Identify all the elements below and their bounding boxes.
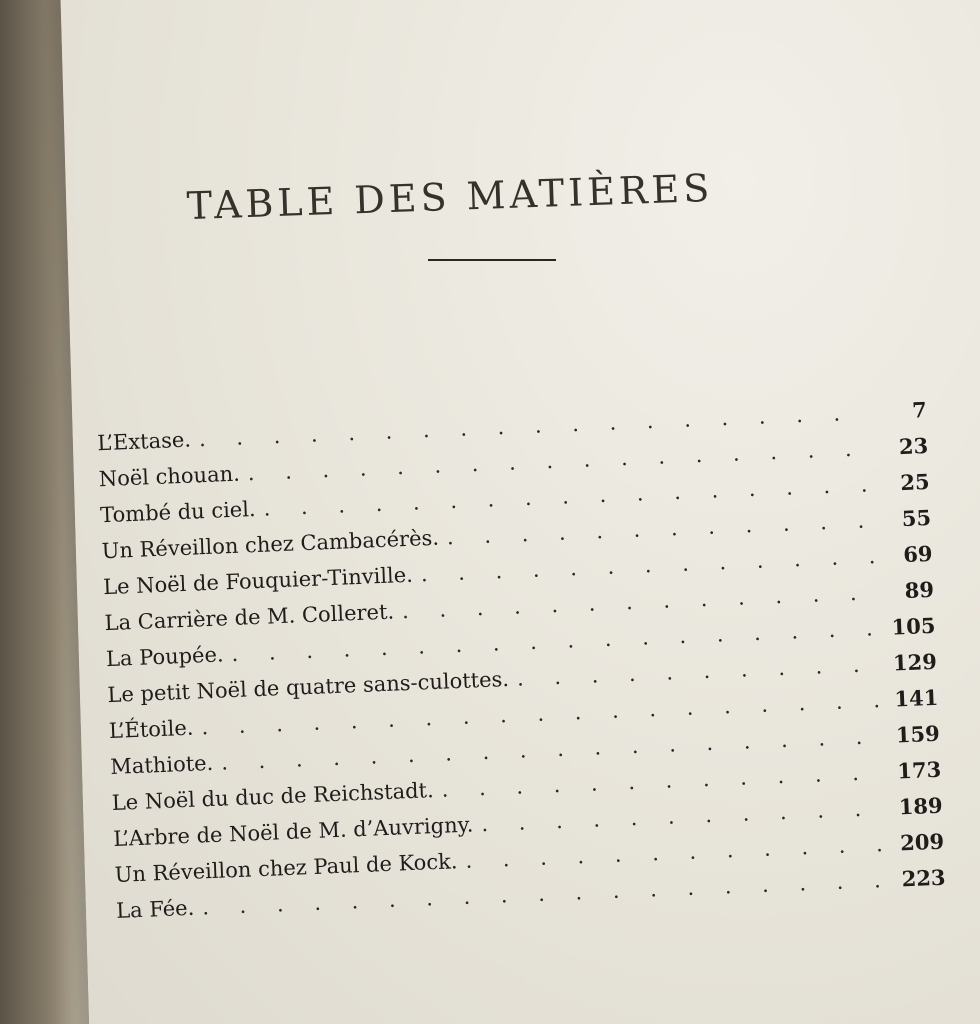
toc-entry-page: 7 <box>911 396 928 423</box>
toc-entry-page: 173 <box>896 756 942 784</box>
toc-entry-page: 159 <box>895 720 941 748</box>
toc-entry-page: 209 <box>899 828 945 856</box>
toc-entry-page: 105 <box>891 612 936 640</box>
table-of-contents <box>97 392 947 929</box>
toc-entry-title: Le Noël de Fouquier-Tinville. <box>102 562 414 600</box>
toc-entry-title: Noël chouan. <box>98 461 241 492</box>
toc-entry-title: Le petit Noël de quatre sans-culottes. <box>107 666 510 708</box>
toc-entry-page: 89 <box>904 576 935 604</box>
toc-entry-page: 69 <box>902 540 933 568</box>
toc-entry-page: 189 <box>898 792 944 820</box>
page-title: TABLE DES MATIÈRES <box>186 165 714 229</box>
toc-entry-title: La Fée. <box>115 895 195 923</box>
toc-entry-title: L’Arbre de Noël de M. d’Auvrigny. <box>112 812 474 851</box>
toc-entry-page: 141 <box>893 684 939 712</box>
toc-entry-page: 55 <box>901 504 932 532</box>
toc-entry-title: La Poupée. <box>105 642 225 672</box>
toc-entry-page: 223 <box>901 864 946 892</box>
toc-entry-title: Un Réveillon chez Cambacérès. <box>101 525 440 564</box>
toc-entry-title: Le Noël du duc de Reichstadt. <box>111 778 435 815</box>
toc-entry-title: La Carrière de M. Colleret. <box>104 599 395 636</box>
toc-entry-title: Mathiote. <box>109 750 214 780</box>
toc-entry-title: L’Étoile. <box>108 715 194 744</box>
toc-entry-page: 25 <box>899 468 931 496</box>
toc-entry-page: 23 <box>898 432 929 460</box>
title-rule <box>428 259 556 261</box>
toc-entry-title: Tombé du ciel. <box>99 497 257 528</box>
toc-entry-page: 129 <box>892 648 938 676</box>
toc-entry-title: Un Réveillon chez Paul de Kock. <box>114 849 458 887</box>
toc-entry-title: L’Extase. <box>96 427 192 456</box>
